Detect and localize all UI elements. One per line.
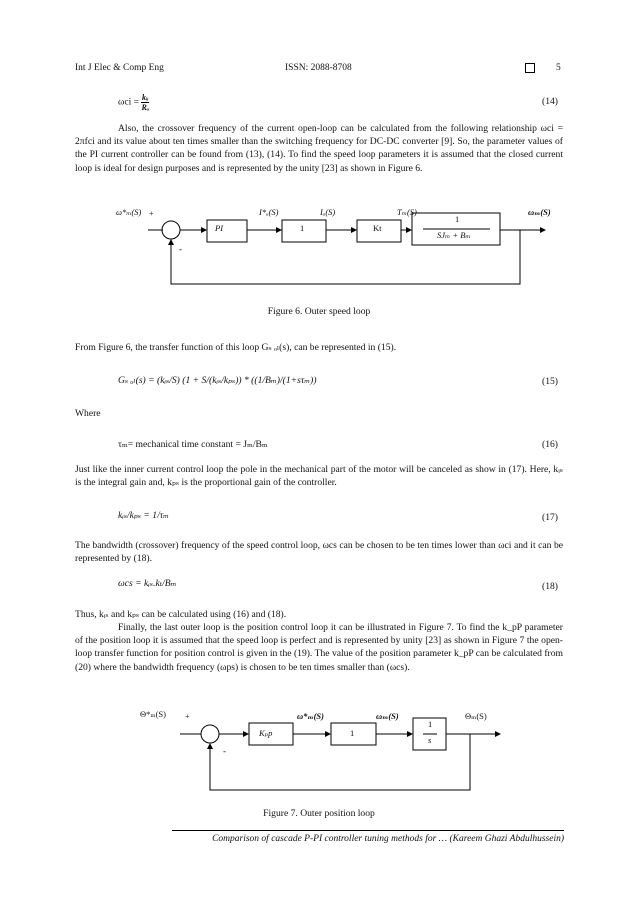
eq18-number: (18) — [542, 581, 558, 592]
fig6-plus: + — [149, 209, 154, 218]
summing-junction — [162, 221, 180, 239]
where-label: Where — [75, 408, 101, 419]
fig6-minus: - — [179, 244, 182, 254]
eq14-den: Rₐ — [141, 103, 150, 112]
fig7-input-label: Θ*ₘ(S) — [140, 709, 166, 719]
figure-7-caption: Figure 7. Outer position loop — [263, 808, 375, 819]
square-icon — [525, 63, 535, 73]
fig6-output-label: ωₘ(S) — [528, 207, 551, 217]
fig7-summing-junction — [201, 725, 219, 743]
fig6-pi-label: PI — [215, 223, 224, 233]
eq15-formula: Gₛ ₒₗ(s) = (kᵢₛ/S) (1 + S/(kᵢₛ/kₚₛ)) * ((1/Bₘ)/(1+sτₘ)) — [118, 375, 317, 386]
fig6-kt-label: Kt — [373, 223, 382, 233]
fig6-input-label: ω*ₘ(S) — [116, 207, 142, 217]
eq16-number: (16) — [542, 439, 558, 450]
fig7-integrator-num: 1 — [428, 719, 433, 729]
fig6-ia-ref-label: I*ₐ(S) — [259, 207, 279, 217]
eq14-num: kᵢᵢ — [141, 93, 149, 102]
fig6-ia-label: Iₐ(S) — [320, 207, 336, 217]
fig7-wref-label: ω*ₘ(S) — [297, 711, 324, 721]
eq14-lhs: ωci = kᵢᵢ Rₐ — [118, 93, 150, 112]
paragraph-4: The bandwidth (crossover) frequency of the speed control loop, ωcs can be chosen to be ten times lower than ωci and it can be represented by (18). — [75, 540, 563, 565]
fig6-tm-label: Tₘ(S) — [397, 207, 417, 217]
fig7-kpp-label: Kₚp — [259, 728, 273, 738]
paragraph-1: Also, the crossover frequency of the current open-loop can be calculated from the following relationship ωci = 2πfci and its value about ten times smaller than the switching frequency for DC-DC converter [9]. So, the parameter values of the PI current controller can be found from (13), (14). To find the speed loop parameters it is assumed that the closed current loop is ideal for design purposes and is represented by the unity [23] as shown in Figure 6. — [75, 123, 563, 174]
fig7-minus: - — [223, 746, 226, 756]
pi-block — [207, 220, 247, 242]
eq18-formula: ωcs = kᵢₛ.kₜ/Bₘ — [118, 578, 177, 589]
eq14-number: (14) — [542, 96, 558, 107]
footer-citation: Comparison of cascade P-PI controller tuning methods for … (Kareem Ghazi Abdulhussein) — [212, 834, 564, 844]
paragraph-6: Finally, the last outer loop is the position control loop it can be illustrated in Figure 7. To find the k_pP parameter of the position loop it is assumed that the speed loop is perfect and is represented by unity [23] as shown in Figure 7 the open-loop transfer function for position control is given in the (19). The value of the position parameter k_pP can be calculated from (20) where the bandwidth frequency (ωps) is chosen to be ten times smaller than (ωcs). — [75, 622, 563, 673]
footer-rule — [172, 830, 564, 831]
fig7-wm-label: ωₘ(S) — [376, 711, 399, 721]
fig6-unity-label: 1 — [300, 223, 305, 233]
fig7-integrator-den: s — [428, 735, 432, 745]
eq17-formula: kᵢₛ/kₚₛ = 1/τₘ — [118, 510, 170, 521]
issn: ISSN: 2088-8708 — [285, 63, 352, 73]
fig7-plus: + — [185, 712, 190, 721]
paragraph-5: Thus, kᵢₛ and kₚₛ can be calculated using (16) and (18). — [75, 609, 287, 620]
fig7-unity-label: 1 — [350, 728, 355, 738]
figure-6-caption: Figure 6. Outer speed loop — [267, 306, 371, 317]
journal-name: Int J Elec & Comp Eng — [75, 63, 164, 73]
fig6-plant-num: 1 — [455, 214, 460, 224]
figure-7-diagram — [160, 705, 510, 800]
eq15-number: (15) — [542, 376, 558, 387]
fig6-plant-den: SJₘ + Bₘ — [437, 230, 471, 240]
eq16-formula: τₘ= mechanical time constant = Jₘ/Bₘ — [118, 439, 268, 450]
paragraph-3: Just like the inner current control loop the pole in the mechanical part of the motor will be canceled as show in (17). Here, kᵢₛ is the integral gain and, kₚₛ is the proportional gain of the controller. — [75, 464, 563, 489]
fig7-output-label: Θₘ(S) — [465, 711, 487, 721]
eq17-number: (17) — [542, 512, 558, 523]
paragraph-2: From Figure 6, the transfer function of this loop Gₛ ₒₗ(s), can be represented in (15). — [75, 342, 397, 353]
page-number: 5 — [556, 63, 561, 73]
